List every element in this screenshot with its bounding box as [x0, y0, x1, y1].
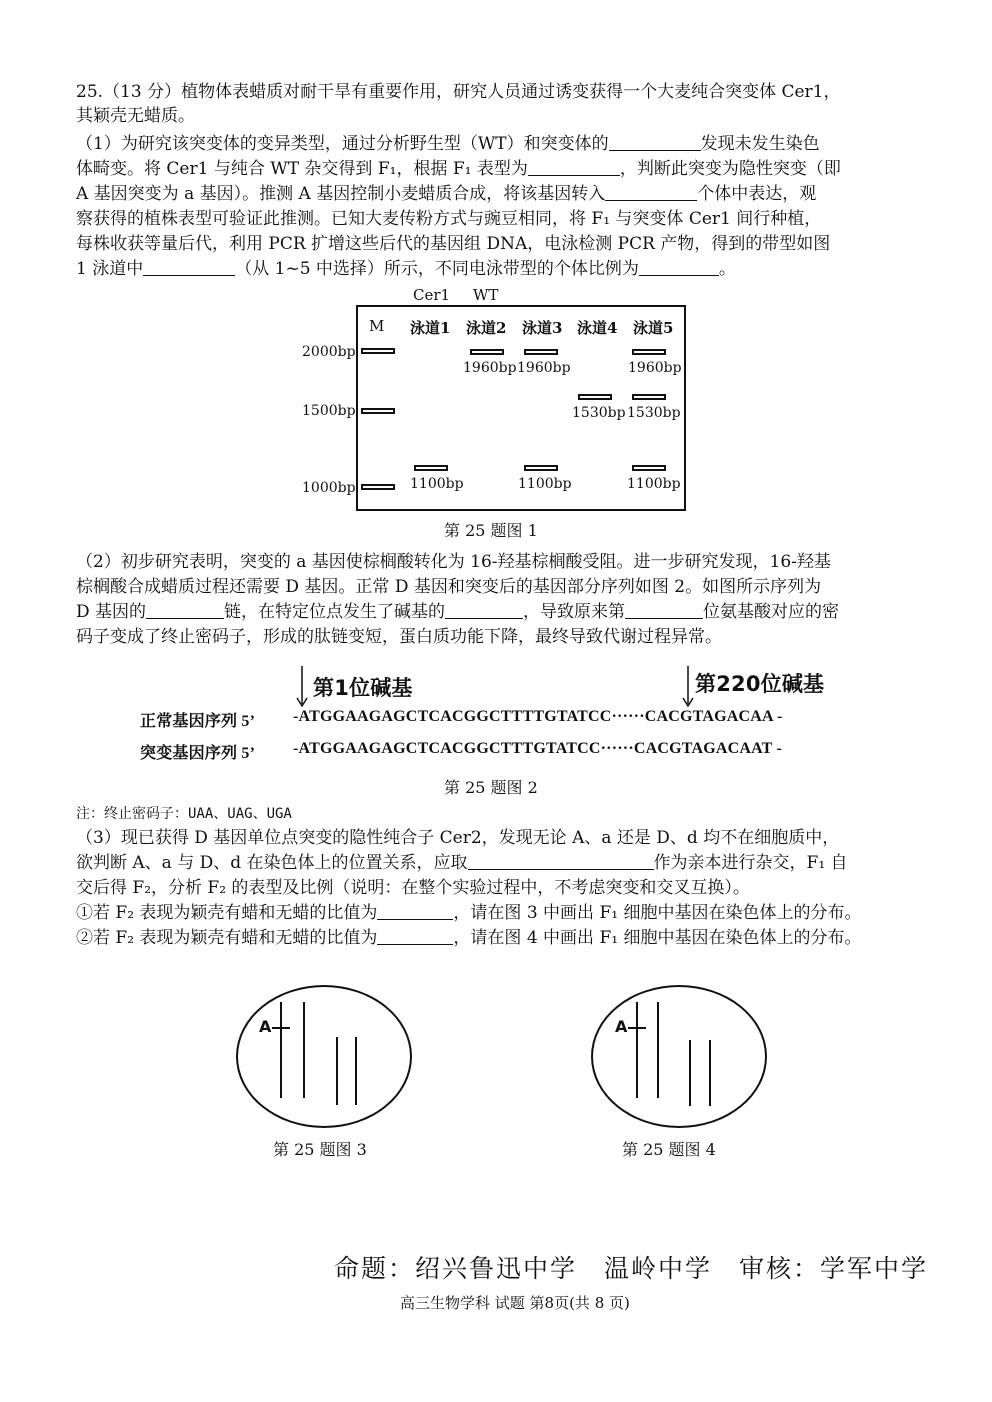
marker-band-2000 [361, 348, 395, 354]
part1-line1: （1）为研究该突变体的变异类型，通过分析野生型（WT）和突变体的 发现未发生染色 [76, 134, 820, 154]
blank-3[interactable] [605, 182, 697, 201]
band-label: 1960bp [628, 360, 682, 376]
band-lane3-1960 [524, 349, 558, 355]
band-lane3-1100 [524, 465, 558, 471]
gene-locus-mark [628, 1027, 646, 1029]
mutant-seq: -ATGGAAGAGCTCACGGCTTTGTATCC······CACGTAGACAAT - [293, 740, 782, 757]
part1-line2: 体畸变。将 Cer1 与纯合 WT 杂交得到 F₁，根据 F₁ 表型为 ，判断此突变为隐性突变（即 [76, 159, 841, 179]
part1-line4: 察获得的植株表型可验证此推测。已知大麦传粉方式与豌豆相同，将 F₁ 与突变体 Cer1 间行种植， [76, 209, 822, 229]
part1-line5: 每株收获等量后代，利用 PCR 扩增这些后代的基因组 DNA，电泳检测 PCR 产物，得到的带型如图 [76, 234, 831, 254]
part1-line3: A 基因突变为 a 基因）。推测 A 基因控制小麦蜡质合成，将该基因转入 个体中表达，观 [76, 184, 817, 204]
band-label: 1530bp [572, 405, 626, 421]
part2-line1: （2）初步研究表明，突变的 a 基因使棕榈酸转化为 16-羟基棕榈酸受阻。进一步研究发现，16-羟基 [76, 552, 831, 572]
chromosome [336, 1037, 338, 1105]
lane-header-5: 泳道5 [633, 319, 674, 337]
normal-seq-label: 正常基因序列 5’ [140, 713, 256, 730]
blank-7[interactable] [445, 600, 523, 619]
blank-9[interactable] [468, 851, 654, 870]
author-signature: 命题：绍兴鲁迅中学 温岭中学 审核：学军中学 [334, 1254, 929, 1283]
mutant-seq-label: 突变基因序列 5’ [140, 745, 256, 762]
band-label: 1960bp [463, 360, 517, 376]
chromosome [280, 1002, 282, 1098]
blank-5[interactable] [639, 257, 719, 276]
part2-line4: 码子变成了终止密码子，形成的肽链变短，蛋白质功能下降，最终导致代谢过程异常。 [76, 627, 722, 647]
band-lane2-1960 [470, 349, 504, 355]
band-lane5-1100 [632, 465, 666, 471]
blank-1[interactable] [609, 132, 701, 151]
blank-6[interactable] [146, 600, 224, 619]
chromosome [657, 1002, 659, 1098]
blank-10[interactable] [377, 901, 453, 920]
gene-label-a: A [259, 1017, 272, 1036]
band-lane5-1530 [632, 394, 666, 400]
figure2-caption: 第 25 题图 2 [444, 778, 538, 797]
part2-line2: 棕榈酸合成蜡质过程还需要 D 基因。正常 D 基因和突变后的基因部分序列如图 2。如图所示序列为 [76, 577, 822, 597]
question-header: 25.（13 分）植物体表蜡质对耐干旱有重要作用，研究人员通过诱变获得一个大麦纯合突变体 Cer1， [76, 82, 841, 102]
lane-header-4: 泳道4 [577, 319, 618, 337]
figure4-cell[interactable] [591, 985, 767, 1128]
part3-line3: 交后得 F₂，分析 F₂ 的表型及比例（说明：在整个实验过程中，不考虑突变和交叉互换）。 [76, 878, 750, 898]
blank-2[interactable] [528, 157, 620, 176]
normal-seq: -ATGGAAGAGCTCACGGCTTTTGTATCC······CACGTAGACAA - [293, 708, 783, 725]
gene-label-a: A [615, 1017, 628, 1036]
question-header-cont: 其颖壳无蜡质。 [76, 106, 195, 126]
gel-label-wt: WT [473, 286, 499, 304]
chromosome [709, 1040, 711, 1106]
arrow-pos1 [292, 666, 312, 710]
gene-locus-mark [272, 1027, 290, 1029]
chromosome [303, 1002, 305, 1098]
page-footer: 高三生物学科 试题 第8页(共 8 页) [400, 1294, 630, 1312]
marker-1500: 1500bp [302, 403, 356, 419]
figure3-caption: 第 25 题图 3 [273, 1140, 367, 1159]
band-label: 1530bp [627, 405, 681, 421]
chromosome [689, 1040, 691, 1106]
blank-11[interactable] [377, 926, 453, 945]
lane-header-2: 泳道2 [466, 319, 507, 337]
blank-4[interactable] [143, 257, 235, 276]
chromosome [355, 1037, 357, 1105]
part3-line2: 欲判断 A、a 与 D、d 在染色体上的位置关系，应取 作为亲本进行杂交，F₁ 自 [76, 853, 848, 873]
band-lane1-1100 [414, 465, 448, 471]
pos220-label: 第220位碱基 [695, 672, 825, 696]
band-lane5-1960 [632, 349, 666, 355]
part3-line4: ①若 F₂ 表现为颖壳有蜡和无蜡的比值为 ，请在图 3 中画出 F₁ 细胞中基因在染色体上的分布。 [76, 903, 862, 923]
band-label: 1100bp [410, 476, 464, 492]
marker-2000: 2000bp [302, 344, 356, 360]
marker-band-1500 [361, 408, 395, 414]
part3-line5: ②若 F₂ 表现为颖壳有蜡和无蜡的比值为 ，请在图 4 中画出 F₁ 细胞中基因在染色体上的分布。 [76, 928, 862, 948]
lane-header-3: 泳道3 [522, 319, 563, 337]
pos1-label: 第1位碱基 [313, 676, 413, 700]
stop-codon-note: 注：终止密码子：UAA、UAG、UGA [76, 806, 292, 822]
figure3-cell[interactable] [236, 985, 412, 1128]
band-label: 1960bp [517, 360, 571, 376]
figure1-caption: 第 25 题图 1 [444, 521, 538, 540]
lane-header-m: M [369, 317, 385, 335]
figure4-caption: 第 25 题图 4 [622, 1140, 716, 1159]
marker-band-1000 [361, 484, 395, 490]
part2-line3: D 基因的 链，在特定位点发生了碱基的 ，导致原来第 位氨基酸对应的密 [76, 602, 840, 622]
gel-label-cer1: Cer1 [413, 286, 451, 304]
part3-line1: （3）现已获得 D 基因单位点突变的隐性纯合子 Cer2，发现无论 A、a 还是 D、d 均不在细胞质中， [76, 828, 840, 848]
band-label: 1100bp [627, 476, 681, 492]
band-lane4-1530 [578, 394, 612, 400]
marker-1000: 1000bp [302, 480, 356, 496]
part1-line6: 1 泳道中 （从 1~5 中选择）所示，不同电泳带型的个体比例为 。 [76, 259, 736, 279]
lane-header-1: 泳道1 [410, 319, 451, 337]
chromosome [636, 1002, 638, 1098]
blank-8[interactable] [625, 600, 703, 619]
band-label: 1100bp [518, 476, 572, 492]
